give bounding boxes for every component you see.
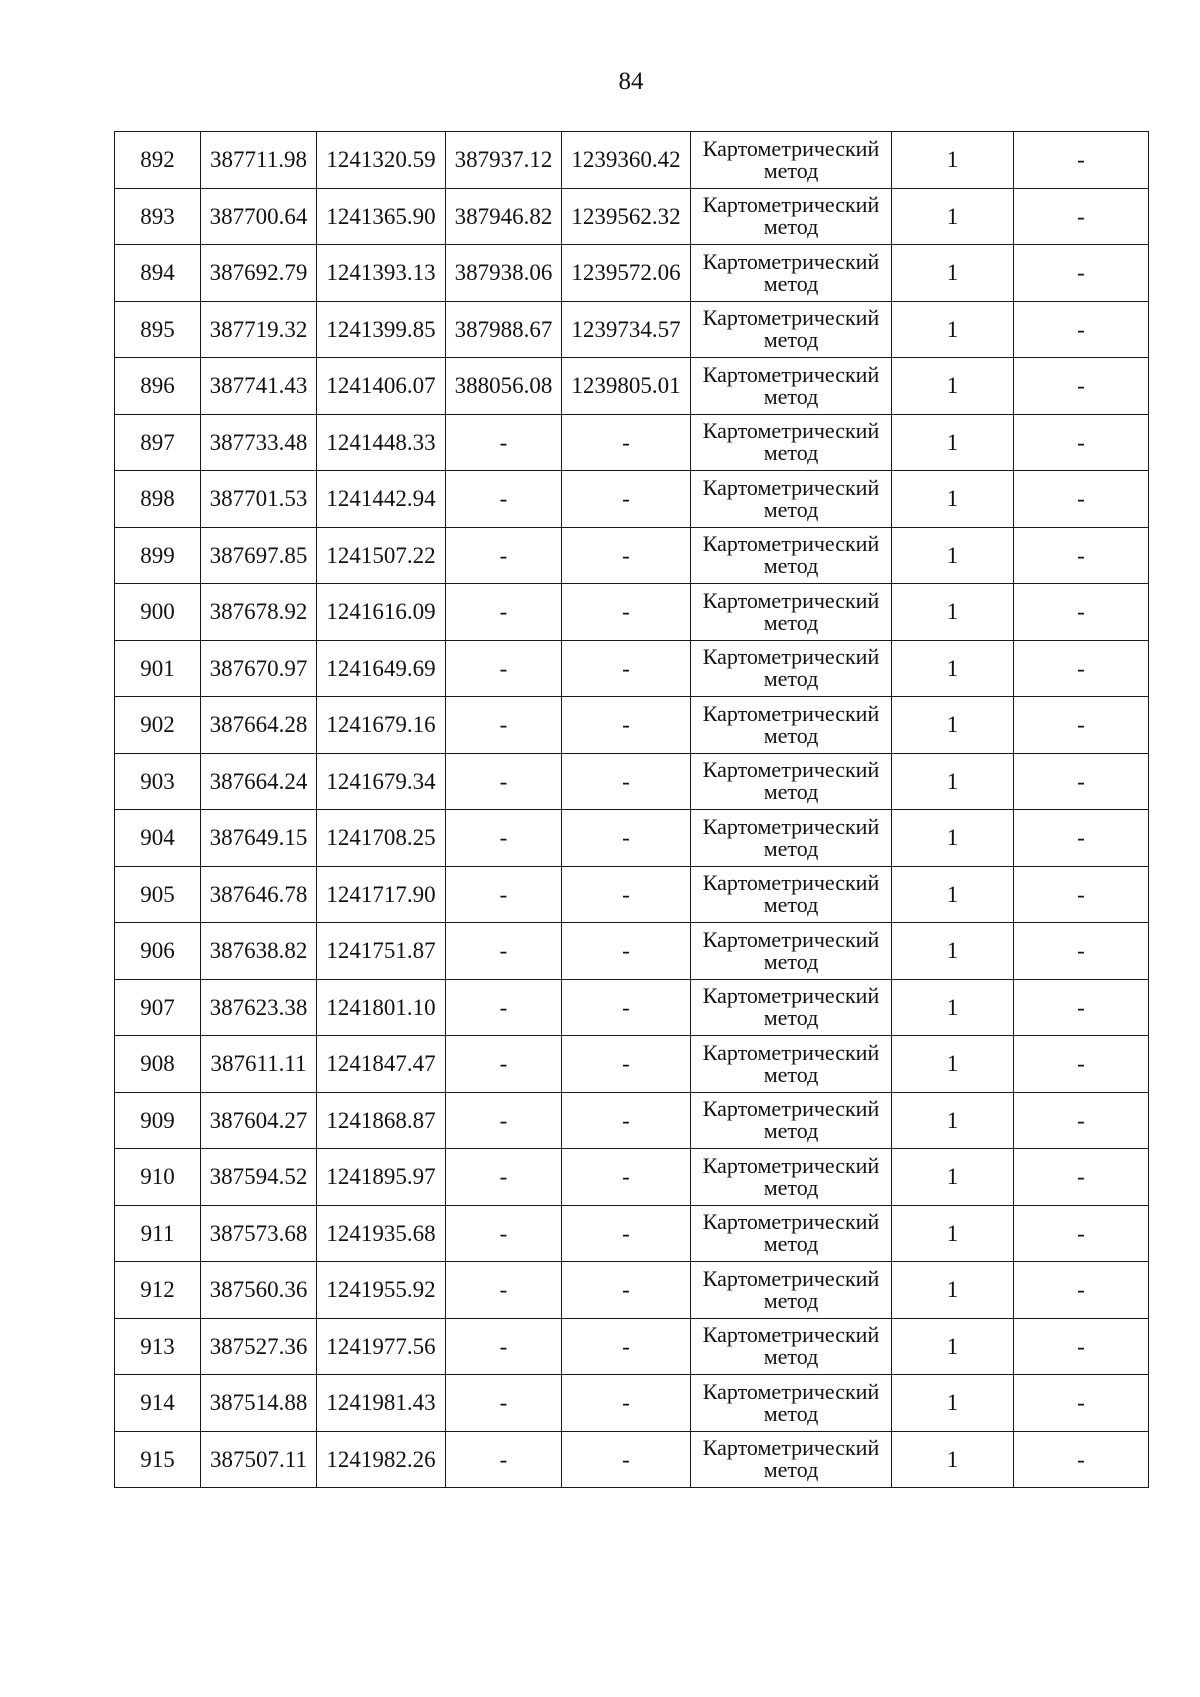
previous-y-coordinate-cell: -: [562, 1375, 691, 1432]
method-line-2: метод: [763, 553, 819, 579]
y-coordinate-cell: 1241955.92: [317, 1262, 446, 1319]
point-number-cell: 915: [115, 1431, 201, 1488]
y-coordinate-cell: 1241717.90: [317, 866, 446, 923]
note-cell: -: [1014, 358, 1149, 415]
accuracy-cell: 1: [892, 1092, 1014, 1149]
note-cell: -: [1014, 132, 1149, 189]
accuracy-cell: 1: [892, 866, 1014, 923]
method-cell: [691, 188, 892, 245]
previous-y-coordinate-cell: -: [562, 697, 691, 754]
point-number-cell: 894: [115, 245, 201, 302]
table-row: [115, 1262, 1149, 1319]
y-coordinate-cell: 1241708.25: [317, 810, 446, 867]
method-line-1: Картометрический: [702, 587, 880, 613]
x-coordinate-cell: 387507.11: [201, 1431, 317, 1488]
method-line-1: Картометрический: [702, 474, 880, 500]
point-number-cell: 901: [115, 640, 201, 697]
note-cell: -: [1014, 471, 1149, 528]
table-row: [115, 640, 1149, 697]
previous-x-coordinate-cell: -: [446, 1149, 562, 1206]
method-cell: [691, 923, 892, 980]
table-row: [115, 866, 1149, 923]
note-cell: -: [1014, 1262, 1149, 1319]
method-cell: [691, 810, 892, 867]
previous-y-coordinate-cell: -: [562, 584, 691, 641]
note-cell: -: [1014, 923, 1149, 980]
accuracy-cell: 1: [892, 697, 1014, 754]
note-cell: -: [1014, 640, 1149, 697]
method-line-1: Картометрический: [702, 1096, 880, 1122]
previous-x-coordinate-cell: 387946.82: [446, 188, 562, 245]
method-line-2: метод: [763, 1344, 819, 1370]
y-coordinate-cell: 1241393.13: [317, 245, 446, 302]
previous-y-coordinate-cell: 1239572.06: [562, 245, 691, 302]
table-body: [115, 132, 1149, 1488]
accuracy-cell: 1: [892, 1375, 1014, 1432]
note-cell: -: [1014, 1205, 1149, 1262]
method-line-2: метод: [763, 1231, 819, 1257]
y-coordinate-cell: 1241365.90: [317, 188, 446, 245]
method-cell: [691, 1262, 892, 1319]
previous-y-coordinate-cell: -: [562, 923, 691, 980]
table-row: [115, 1431, 1149, 1488]
x-coordinate-cell: 387678.92: [201, 584, 317, 641]
method-cell: [691, 527, 892, 584]
method-line-2: метод: [763, 948, 819, 974]
previous-x-coordinate-cell: -: [446, 640, 562, 697]
method-cell: [691, 1205, 892, 1262]
table-row: [115, 810, 1149, 867]
y-coordinate-cell: 1241649.69: [317, 640, 446, 697]
y-coordinate-cell: 1241507.22: [317, 527, 446, 584]
method-cell: [691, 979, 892, 1036]
x-coordinate-cell: 387664.24: [201, 753, 317, 810]
point-number-cell: 910: [115, 1149, 201, 1206]
method-line-2: метод: [763, 835, 819, 861]
method-line-2: метод: [763, 440, 819, 466]
previous-x-coordinate-cell: -: [446, 1431, 562, 1488]
previous-x-coordinate-cell: -: [446, 584, 562, 641]
method-cell: [691, 132, 892, 189]
note-cell: -: [1014, 1431, 1149, 1488]
previous-y-coordinate-cell: 1239805.01: [562, 358, 691, 415]
point-number-cell: 896: [115, 358, 201, 415]
accuracy-cell: 1: [892, 923, 1014, 980]
accuracy-cell: 1: [892, 810, 1014, 867]
accuracy-cell: 1: [892, 301, 1014, 358]
x-coordinate-cell: 387741.43: [201, 358, 317, 415]
accuracy-cell: 1: [892, 132, 1014, 189]
note-cell: -: [1014, 414, 1149, 471]
accuracy-cell: 1: [892, 979, 1014, 1036]
note-cell: -: [1014, 188, 1149, 245]
previous-y-coordinate-cell: 1239360.42: [562, 132, 691, 189]
method-line-1: Картометрический: [702, 870, 880, 896]
note-cell: -: [1014, 301, 1149, 358]
previous-y-coordinate-cell: -: [562, 810, 691, 867]
table-row: [115, 471, 1149, 528]
note-cell: -: [1014, 584, 1149, 641]
y-coordinate-cell: 1241935.68: [317, 1205, 446, 1262]
x-coordinate-cell: 387604.27: [201, 1092, 317, 1149]
note-cell: -: [1014, 1318, 1149, 1375]
accuracy-cell: 1: [892, 1036, 1014, 1093]
note-cell: -: [1014, 1036, 1149, 1093]
x-coordinate-cell: 387700.64: [201, 188, 317, 245]
previous-y-coordinate-cell: 1239562.32: [562, 188, 691, 245]
previous-x-coordinate-cell: -: [446, 979, 562, 1036]
y-coordinate-cell: 1241982.26: [317, 1431, 446, 1488]
x-coordinate-cell: 387664.28: [201, 697, 317, 754]
table-row: [115, 584, 1149, 641]
y-coordinate-cell: 1241679.34: [317, 753, 446, 810]
method-cell: [691, 414, 892, 471]
x-coordinate-cell: 387701.53: [201, 471, 317, 528]
table-row: [115, 301, 1149, 358]
method-line-2: метод: [763, 722, 819, 748]
previous-y-coordinate-cell: -: [562, 471, 691, 528]
previous-x-coordinate-cell: -: [446, 1262, 562, 1319]
previous-x-coordinate-cell: 388056.08: [446, 358, 562, 415]
point-number-cell: 911: [115, 1205, 201, 1262]
page-number: 84: [618, 68, 644, 95]
accuracy-cell: 1: [892, 640, 1014, 697]
previous-y-coordinate-cell: -: [562, 1205, 691, 1262]
method-line-2: метод: [763, 270, 819, 296]
note-cell: -: [1014, 866, 1149, 923]
method-line-2: метод: [763, 1005, 819, 1031]
point-number-cell: 903: [115, 753, 201, 810]
method-line-2: метод: [763, 1457, 819, 1483]
table-row: [115, 1205, 1149, 1262]
method-line-1: Картометрический: [702, 644, 880, 670]
method-line-1: Картометрический: [702, 757, 880, 783]
previous-x-coordinate-cell: -: [446, 1092, 562, 1149]
previous-y-coordinate-cell: -: [562, 1318, 691, 1375]
point-number-cell: 899: [115, 527, 201, 584]
accuracy-cell: 1: [892, 753, 1014, 810]
coordinates-table: [114, 131, 1149, 1488]
method-line-1: Картометрический: [702, 531, 880, 557]
method-cell: [691, 1149, 892, 1206]
x-coordinate-cell: 387611.11: [201, 1036, 317, 1093]
previous-x-coordinate-cell: -: [446, 471, 562, 528]
point-number-cell: 912: [115, 1262, 201, 1319]
y-coordinate-cell: 1241442.94: [317, 471, 446, 528]
x-coordinate-cell: 387646.78: [201, 866, 317, 923]
previous-x-coordinate-cell: 387937.12: [446, 132, 562, 189]
method-line-1: Картометрический: [702, 1265, 880, 1291]
table-row: [115, 1375, 1149, 1432]
method-cell: [691, 301, 892, 358]
method-line-1: Картометрический: [702, 192, 880, 218]
y-coordinate-cell: 1241751.87: [317, 923, 446, 980]
note-cell: -: [1014, 979, 1149, 1036]
method-line-1: Картометрический: [702, 305, 880, 331]
x-coordinate-cell: 387638.82: [201, 923, 317, 980]
point-number-cell: 909: [115, 1092, 201, 1149]
accuracy-cell: 1: [892, 414, 1014, 471]
previous-x-coordinate-cell: -: [446, 1375, 562, 1432]
table-row: [115, 923, 1149, 980]
method-cell: [691, 866, 892, 923]
method-cell: [691, 640, 892, 697]
method-line-2: метод: [763, 666, 819, 692]
method-line-1: Картометрический: [702, 1378, 880, 1404]
previous-y-coordinate-cell: -: [562, 1149, 691, 1206]
table-row: [115, 979, 1149, 1036]
note-cell: -: [1014, 753, 1149, 810]
point-number-cell: 902: [115, 697, 201, 754]
note-cell: -: [1014, 245, 1149, 302]
point-number-cell: 893: [115, 188, 201, 245]
method-line-1: Картометрический: [702, 1209, 880, 1235]
table-row: [115, 1318, 1149, 1375]
previous-x-coordinate-cell: 387938.06: [446, 245, 562, 302]
previous-y-coordinate-cell: -: [562, 1262, 691, 1319]
accuracy-cell: 1: [892, 471, 1014, 528]
y-coordinate-cell: 1241320.59: [317, 132, 446, 189]
previous-y-coordinate-cell: -: [562, 979, 691, 1036]
x-coordinate-cell: 387573.68: [201, 1205, 317, 1262]
table-row: [115, 188, 1149, 245]
table-row: [115, 527, 1149, 584]
point-number-cell: 913: [115, 1318, 201, 1375]
table-row: [115, 358, 1149, 415]
x-coordinate-cell: 387711.98: [201, 132, 317, 189]
method-line-2: метод: [763, 1061, 819, 1087]
previous-x-coordinate-cell: -: [446, 753, 562, 810]
x-coordinate-cell: 387560.36: [201, 1262, 317, 1319]
method-cell: [691, 584, 892, 641]
method-cell: [691, 1431, 892, 1488]
method-line-1: Картометрический: [702, 1435, 880, 1461]
note-cell: -: [1014, 810, 1149, 867]
method-line-1: Картометрический: [702, 248, 880, 274]
table-row: [115, 1149, 1149, 1206]
method-line-2: метод: [763, 157, 819, 183]
accuracy-cell: 1: [892, 1205, 1014, 1262]
method-cell: [691, 1318, 892, 1375]
method-line-1: Картометрический: [702, 983, 880, 1009]
previous-y-coordinate-cell: -: [562, 1431, 691, 1488]
previous-x-coordinate-cell: -: [446, 414, 562, 471]
accuracy-cell: 1: [892, 188, 1014, 245]
point-number-cell: 895: [115, 301, 201, 358]
y-coordinate-cell: 1241981.43: [317, 1375, 446, 1432]
method-line-1: Картометрический: [702, 813, 880, 839]
accuracy-cell: 1: [892, 584, 1014, 641]
previous-y-coordinate-cell: -: [562, 1092, 691, 1149]
x-coordinate-cell: 387594.52: [201, 1149, 317, 1206]
point-number-cell: 914: [115, 1375, 201, 1432]
previous-x-coordinate-cell: -: [446, 1036, 562, 1093]
note-cell: -: [1014, 697, 1149, 754]
accuracy-cell: 1: [892, 1431, 1014, 1488]
point-number-cell: 900: [115, 584, 201, 641]
previous-y-coordinate-cell: -: [562, 527, 691, 584]
x-coordinate-cell: 387733.48: [201, 414, 317, 471]
note-cell: -: [1014, 1375, 1149, 1432]
table-row: [115, 697, 1149, 754]
method-cell: [691, 1092, 892, 1149]
accuracy-cell: 1: [892, 245, 1014, 302]
y-coordinate-cell: 1241847.47: [317, 1036, 446, 1093]
y-coordinate-cell: 1241977.56: [317, 1318, 446, 1375]
method-line-2: метод: [763, 1174, 819, 1200]
previous-y-coordinate-cell: -: [562, 640, 691, 697]
point-number-cell: 904: [115, 810, 201, 867]
method-line-2: метод: [763, 1287, 819, 1313]
method-line-1: Картометрический: [702, 1152, 880, 1178]
table-row: [115, 414, 1149, 471]
point-number-cell: 897: [115, 414, 201, 471]
method-line-2: метод: [763, 779, 819, 805]
point-number-cell: 908: [115, 1036, 201, 1093]
method-line-2: метод: [763, 1118, 819, 1144]
previous-y-coordinate-cell: -: [562, 866, 691, 923]
x-coordinate-cell: 387514.88: [201, 1375, 317, 1432]
previous-x-coordinate-cell: -: [446, 810, 562, 867]
accuracy-cell: 1: [892, 1318, 1014, 1375]
previous-y-coordinate-cell: 1239734.57: [562, 301, 691, 358]
table-row: [115, 1092, 1149, 1149]
x-coordinate-cell: 387649.15: [201, 810, 317, 867]
table-row: [115, 1036, 1149, 1093]
method-cell: [691, 358, 892, 415]
previous-x-coordinate-cell: -: [446, 866, 562, 923]
point-number-cell: 892: [115, 132, 201, 189]
method-line-1: Картометрический: [702, 700, 880, 726]
x-coordinate-cell: 387623.38: [201, 979, 317, 1036]
method-line-1: Картометрический: [702, 1322, 880, 1348]
note-cell: -: [1014, 1149, 1149, 1206]
point-number-cell: 905: [115, 866, 201, 923]
x-coordinate-cell: 387670.97: [201, 640, 317, 697]
point-number-cell: 906: [115, 923, 201, 980]
note-cell: -: [1014, 1092, 1149, 1149]
previous-y-coordinate-cell: -: [562, 753, 691, 810]
method-line-1: Картометрический: [702, 361, 880, 387]
previous-y-coordinate-cell: -: [562, 1036, 691, 1093]
previous-x-coordinate-cell: -: [446, 923, 562, 980]
table-row: [115, 753, 1149, 810]
method-line-2: метод: [763, 892, 819, 918]
method-line-1: Картометрический: [702, 1039, 880, 1065]
method-line-2: метод: [763, 214, 819, 240]
method-line-2: метод: [763, 496, 819, 522]
accuracy-cell: 1: [892, 1149, 1014, 1206]
table-row: [115, 132, 1149, 189]
method-line-1: Картометрический: [702, 418, 880, 444]
accuracy-cell: 1: [892, 1262, 1014, 1319]
y-coordinate-cell: 1241868.87: [317, 1092, 446, 1149]
y-coordinate-cell: 1241801.10: [317, 979, 446, 1036]
previous-x-coordinate-cell: -: [446, 697, 562, 754]
method-cell: [691, 753, 892, 810]
previous-x-coordinate-cell: 387988.67: [446, 301, 562, 358]
method-line-1: Картометрический: [702, 135, 880, 161]
table-row: [115, 245, 1149, 302]
y-coordinate-cell: 1241448.33: [317, 414, 446, 471]
point-number-cell: 907: [115, 979, 201, 1036]
x-coordinate-cell: 387719.32: [201, 301, 317, 358]
previous-x-coordinate-cell: -: [446, 1205, 562, 1262]
point-number-cell: 898: [115, 471, 201, 528]
x-coordinate-cell: 387697.85: [201, 527, 317, 584]
y-coordinate-cell: 1241399.85: [317, 301, 446, 358]
accuracy-cell: 1: [892, 358, 1014, 415]
y-coordinate-cell: 1241406.07: [317, 358, 446, 415]
method-line-2: метод: [763, 327, 819, 353]
y-coordinate-cell: 1241679.16: [317, 697, 446, 754]
note-cell: -: [1014, 527, 1149, 584]
method-cell: [691, 471, 892, 528]
previous-x-coordinate-cell: -: [446, 1318, 562, 1375]
method-cell: [691, 1375, 892, 1432]
previous-x-coordinate-cell: -: [446, 527, 562, 584]
x-coordinate-cell: 387527.36: [201, 1318, 317, 1375]
y-coordinate-cell: 1241895.97: [317, 1149, 446, 1206]
method-line-2: метод: [763, 609, 819, 635]
accuracy-cell: 1: [892, 527, 1014, 584]
method-cell: [691, 697, 892, 754]
x-coordinate-cell: 387692.79: [201, 245, 317, 302]
method-line-1: Картометрический: [702, 926, 880, 952]
method-line-2: метод: [763, 1400, 819, 1426]
method-cell: [691, 1036, 892, 1093]
method-line-2: метод: [763, 383, 819, 409]
method-cell: [691, 245, 892, 302]
previous-y-coordinate-cell: -: [562, 414, 691, 471]
y-coordinate-cell: 1241616.09: [317, 584, 446, 641]
